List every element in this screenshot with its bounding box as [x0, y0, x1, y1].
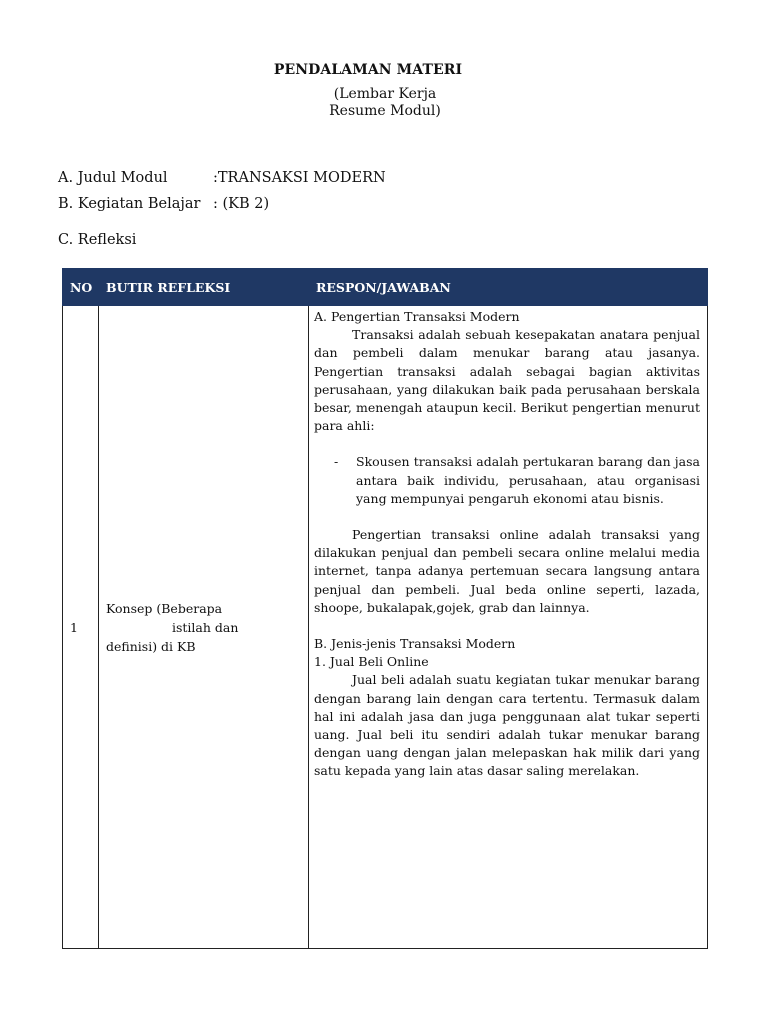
- header-no: NO: [63, 269, 99, 306]
- butir-line-3: definisi) di KB: [106, 638, 196, 654]
- response-bullet-text: Skousen transaksi adalah pertukaran barang dan jasa antara baik individu, perusahaan, atau organisasi yang mempunyai pengaruh ekonomi atau bisnis.: [356, 454, 700, 506]
- response-heading-b: B. Jenis-jenis Transaksi Modern: [314, 636, 516, 652]
- response-heading-a: A. Pengertian Transaksi Modern: [314, 309, 520, 324]
- bullet-dash: -: [334, 454, 339, 470]
- kegiatan-belajar-label: B. Kegiatan Belajar: [58, 196, 201, 212]
- response-paragraph-1: Transaksi adalah sebuah kesepakatan anatara penjual dan pembeli dalam menukar barang atau jasanya. Pengertian transaksi adalah sebagai bagian aktivitas perusahaan, yang dilakukan baik pada perusahaan berskala besar, menengah ataupun kecil. Berikut pengertian menurut para ahli:: [314, 327, 700, 434]
- table-header-row: [63, 269, 708, 306]
- response-cell: [309, 306, 708, 949]
- butir-line-2: istilah dan: [172, 619, 239, 635]
- response-paragraph-2: Pengertian transaksi online adalah transaksi yang dilakukan penjual dan pembeli secara online melalui media internet, tanpa adanya pertemuan secara langsung antara penjual dan pembeli. Jual beda online seperti, lazada, shoope, bukalapak,gojek, grab dan lainnya.: [314, 527, 700, 615]
- header-respon-jawaban: RESPON/JAWABAN: [309, 269, 708, 306]
- kegiatan-belajar-value: : (KB 2): [213, 196, 270, 212]
- response-bullet-item: [334, 453, 700, 508]
- response-paragraph-3: Jual beli adalah suatu kegiatan tukar menukar barang dengan barang lain dengan cara tertentu. Termasuk dalam hal ini adalah jasa dan juga penggunaan alat tukar seperti uang. Jual beli itu sendiri adalah tukar menukar barang dengan uang dengan jalan melepaskan hak milik dari yang satu kepada yang lain atas dasar saling merelakan.: [314, 672, 700, 779]
- page-title: PENDALAMAN MATERI: [273, 62, 463, 78]
- judul-modul-label: A. Judul Modul: [58, 170, 168, 186]
- row-number: 1: [63, 306, 99, 949]
- header-butir-refleksi: BUTIR REFLEKSI: [99, 269, 309, 306]
- butir-line-1: Konsep (Beberapa: [106, 600, 223, 616]
- kegiatan-belajar-row: [58, 196, 269, 212]
- refleksi-heading: C. Refleksi: [58, 232, 137, 248]
- response-subheading-1: 1. Jual Beli Online: [314, 654, 429, 670]
- refleksi-table: [62, 268, 708, 949]
- page-subtitle: (Lembar Kerja Resume Modul): [329, 86, 441, 119]
- judul-modul-row: [58, 170, 386, 186]
- butir-cell: [99, 306, 309, 949]
- table-row: [63, 306, 708, 949]
- judul-modul-value: :TRANSAKSI MODERN: [213, 170, 386, 186]
